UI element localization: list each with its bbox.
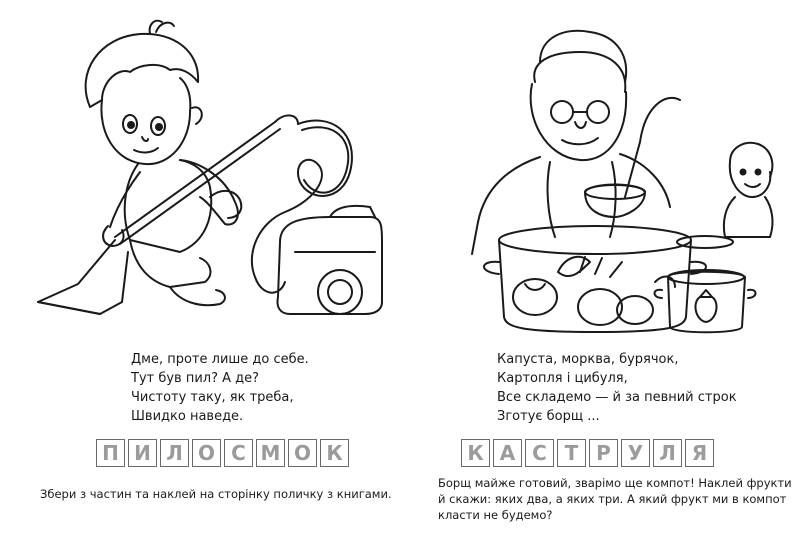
answer-letter-tile: М	[256, 439, 285, 467]
answer-letter-tile: К	[320, 439, 349, 467]
answer-letter-tile: Л	[160, 439, 189, 467]
answer-letter-tile: И	[128, 439, 157, 467]
left-poem	[131, 350, 309, 426]
answer-letter-tile: С	[224, 439, 253, 467]
task-line: Борщ майже готовий, зварімо ще компот! Наклей фрукти	[438, 476, 792, 490]
right-task-text	[438, 475, 792, 523]
grandma-cooking-borscht-illustration	[440, 22, 795, 337]
poem-line: Тут був пил? А де?	[131, 371, 260, 386]
answer-letter-tile: С	[525, 439, 554, 467]
answer-tiles-left	[96, 439, 349, 467]
poem-line: Швидко наведе.	[131, 409, 244, 424]
answer-letter-tile: Р	[589, 439, 618, 467]
right-poem	[497, 350, 737, 426]
answer-tiles-right	[461, 439, 714, 467]
answer-letter-tile: Т	[557, 439, 586, 467]
answer-letter-tile: У	[621, 439, 650, 467]
right-page	[400, 0, 800, 553]
poem-line: Капуста, морква, бурячок,	[497, 352, 679, 367]
poem-line: Дме, проте лише до себе.	[131, 352, 309, 367]
answer-letter-tile: О	[192, 439, 221, 467]
task-line: й скажи: яких два, а яких три. А який фрукт ми в компот	[438, 492, 787, 506]
answer-letter-tile: Я	[685, 439, 714, 467]
poem-line: Все складемо — й за певний строк	[497, 390, 737, 405]
task-line: класти не будемо?	[438, 508, 553, 522]
poem-line: Зготує борщ ...	[497, 409, 600, 424]
poem-line: Чистоту таку, як треба,	[131, 390, 294, 405]
answer-letter-tile: К	[461, 439, 490, 467]
answer-letter-tile: О	[288, 439, 317, 467]
poem-line: Картопля і цибуля,	[497, 371, 628, 386]
answer-letter-tile: П	[96, 439, 125, 467]
boy-vacuuming-illustration	[30, 12, 390, 322]
left-task-text: Збери з частин та наклей на сторінку поличку з книгами.	[40, 487, 392, 501]
answer-letter-tile: Л	[653, 439, 682, 467]
answer-letter-tile: А	[493, 439, 522, 467]
